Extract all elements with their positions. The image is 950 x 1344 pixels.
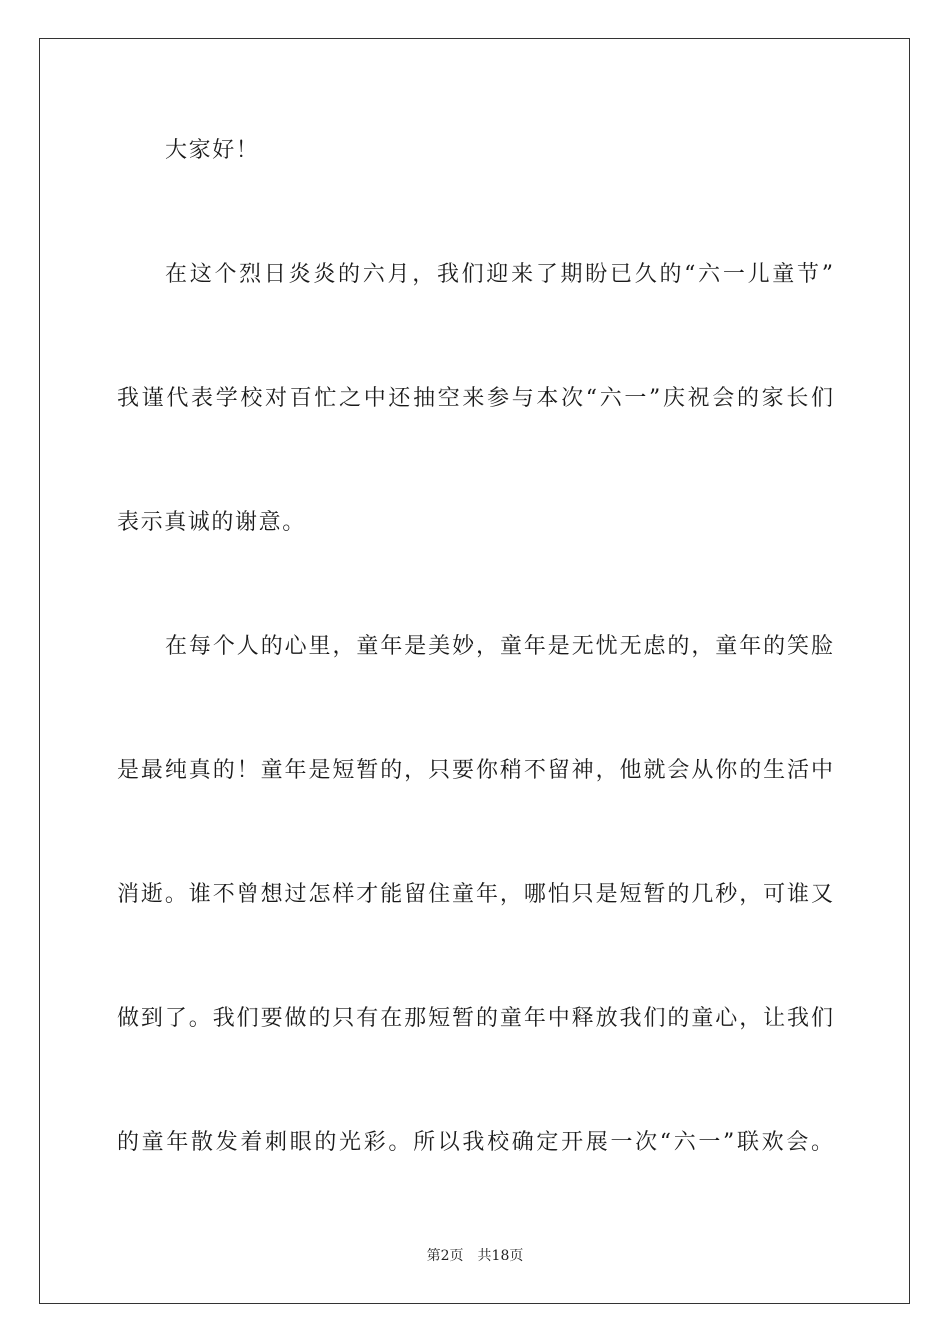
paragraph-line: 做到了。我们要做的只有在那短暂的童年中释放我们的童心，让我们	[117, 1006, 833, 1031]
paragraph-line: 的童年散发着刺眼的光彩。所以我校确定开展一次“六一”联欢会。	[117, 1130, 833, 1155]
greeting-line: 大家好！	[165, 138, 260, 163]
paragraph-line: 消逝。谁不曾想过怎样才能留住童年，哪怕只是短暂的几秒，可谁又	[117, 882, 833, 907]
paragraph-line: 是最纯真的！童年是短暂的，只要你稍不留神，他就会从你的生活中	[117, 758, 833, 783]
paragraph-line: 表示真诚的谢意。	[117, 510, 306, 535]
paragraph-line: 在这个烈日炎炎的六月，我们迎来了期盼已久的“六一儿童节”	[165, 262, 833, 287]
paragraph-line: 我谨代表学校对百忙之中还抽空来参与本次“六一”庆祝会的家长们	[117, 386, 833, 411]
page-total: 共18页	[477, 1248, 524, 1264]
page-footer	[0, 1246, 950, 1266]
page-border	[39, 38, 910, 1304]
paragraph-line: 在每个人的心里，童年是美妙，童年是无忧无虑的，童年的笑脸	[165, 634, 833, 659]
page-number: 第2页	[426, 1248, 464, 1264]
